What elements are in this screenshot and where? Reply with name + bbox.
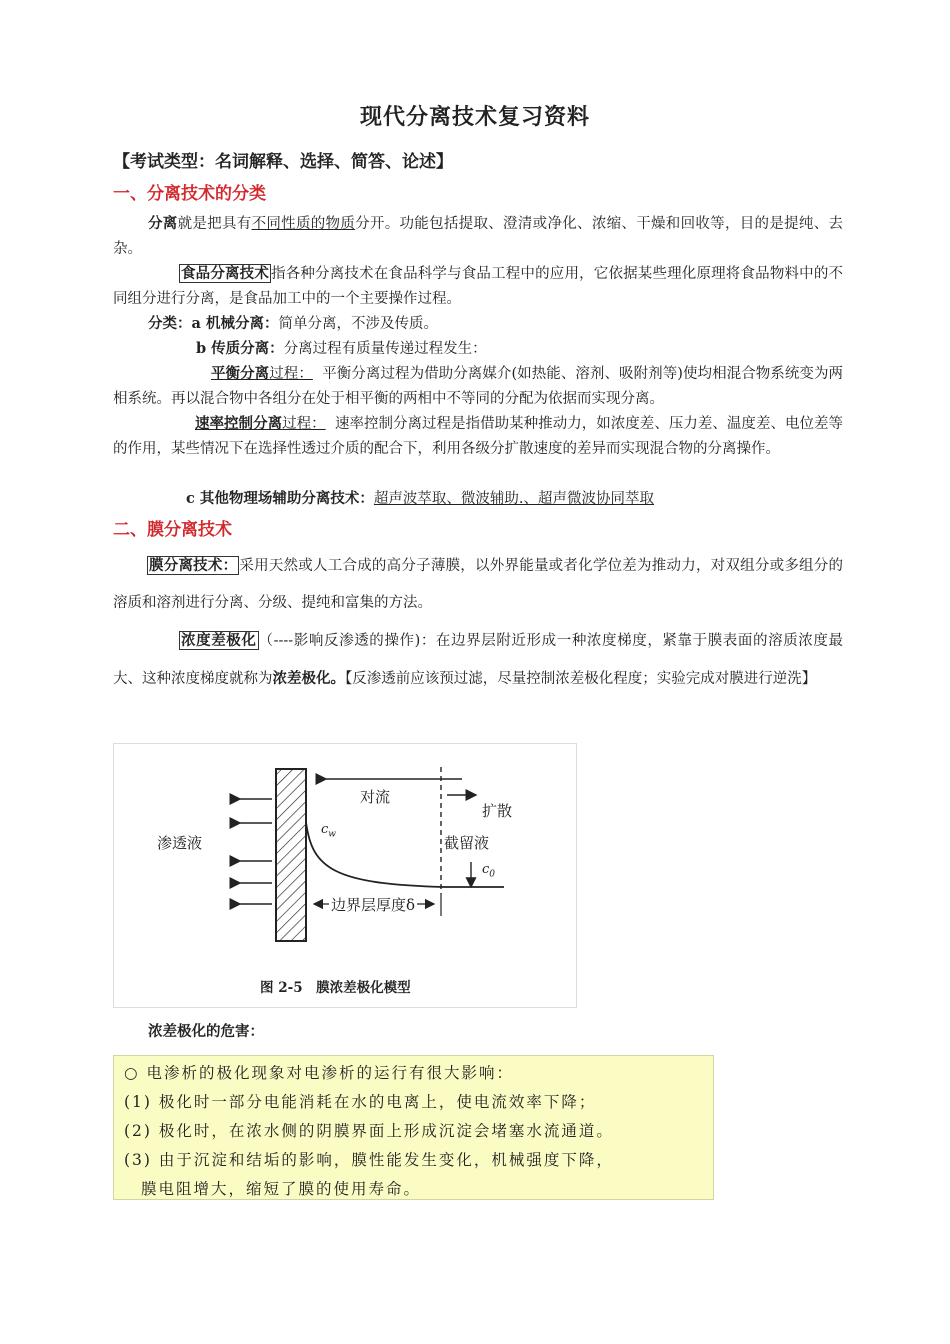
cw-subscript: w [328, 829, 336, 840]
section-heading-1: 一、分离技术的分类 [113, 184, 266, 204]
classification-label: 分类： [148, 315, 192, 332]
term-suffix: 过程： [282, 416, 326, 432]
hazard-line-3: (3) 由于沉淀和结垢的影响，膜性能发生变化，机械强度下降， [124, 1151, 614, 1169]
membrane [276, 769, 306, 941]
c0-label [482, 862, 495, 880]
text: 采用天然或人工合成的高分子薄膜，以外界能量或者化学位差为推动力，对双组分或多组分的溶质和溶剂进行分离、分级、提纯和富集的方法。 [113, 558, 844, 611]
c0-text: c [482, 862, 490, 877]
polarization-diagram [114, 744, 578, 1009]
paragraph-concentration-polarization [113, 622, 843, 698]
hazard-line-4: 膜电阻增大，缩短了膜的使用寿命。 [141, 1180, 422, 1198]
paragraph-equilibrium [113, 361, 843, 412]
paragraph-separation-definition [113, 211, 843, 262]
other-field-label: c 其他物理场辅助分离技术： [186, 490, 374, 507]
mechanical-label: a 机械分离： [191, 315, 279, 332]
term-food-separation: 食品分离技术 [181, 265, 270, 282]
polarization-model-figure [113, 743, 577, 1008]
hazard-intro-text: 电渗析的极化现象对电渗析的运行有很大影响： [146, 1064, 514, 1082]
text: 分离过程有质量传递过程发生： [283, 341, 487, 357]
text: 分开。功能包括提取、澄清或净化、浓缩、干燥和回收等，目的是提纯、去杂。 [113, 216, 844, 257]
text: （----影响反渗透的操作)：在边界层附近形成一种浓度梯度，紧靠于膜表面的溶质浓度最大、这种浓度梯度就称为 [113, 633, 843, 687]
exam-type: 【考试类型：名词解释、选择、简答、论述】 [113, 152, 453, 172]
text: 平衡分离过程为借助分离媒介(如热能、溶剂、吸附剂等)使均相混合物系统变为两相系统。再以混合物中各组分在处于相平衡的两相中不等同的分配为依据而实现分离。 [113, 366, 844, 407]
c0-subscript: 0 [489, 869, 496, 880]
text: 简单分离，不涉及传质。 [278, 316, 438, 332]
page-title: 现代分离技术复习资料 [359, 104, 590, 130]
section-heading-2: 二、膜分离技术 [113, 520, 232, 540]
term-concentration-polarization: 浓度差极化 [181, 632, 257, 649]
retentate-label: 截留液 [444, 834, 490, 852]
hazard-line-intro [124, 1059, 703, 1088]
term-separation: 分离 [148, 215, 178, 232]
permeate-label: 渗透液 [157, 834, 203, 852]
hazard-box [113, 1055, 714, 1200]
term-membrane-separation: 膜分离技术： [149, 557, 238, 574]
term-rate-control: 速率控制分离 [195, 415, 283, 432]
term-equilibrium: 平衡分离 [211, 365, 270, 382]
underlined-text: 超声波萃取、微波辅助.、超声微波协同萃取 [373, 491, 654, 507]
boundary-thickness-label: 边界层厚度δ [331, 896, 416, 914]
paragraph-food-separation [113, 261, 843, 312]
text: 就是把具有 [177, 216, 252, 232]
cw-label [321, 822, 336, 840]
permeate-arrows [240, 799, 272, 904]
text: 速率控制分离过程是指借助某种推动力，如浓度差、压力差、温度差、电位差等的作用，某些情况下在选择性透过介质的配合下，利用各级分扩散速度的差异而实现混合物的分离操作。 [113, 416, 844, 457]
convection-label: 对流 [360, 788, 391, 806]
paragraph-classification-b [196, 336, 846, 362]
paragraph-rate-control [113, 411, 843, 462]
text: 指各种分离技术在食品科学与食品工程中的应用，它依据某些理化原理将食品物料中的不同组分进行分离，是食品加工中的一个主要操作过程。 [113, 266, 844, 307]
cw-text: c [321, 822, 329, 837]
text: 【反渗透前应该预过滤，尽量控制浓差极化程度；实验完成对膜进行逆洗】 [345, 671, 817, 687]
figure-caption: 图 2-5 膜浓差极化模型 [260, 980, 411, 996]
mass-transfer-label: b 传质分离： [196, 340, 284, 357]
diffusion-label: 扩散 [482, 802, 513, 820]
hazard-label: 浓差极化的危害： [148, 1023, 264, 1040]
hazard-line-2: (2) 极化时，在浓水侧的阴膜界面上形成沉淀会堵塞水流通道。 [124, 1122, 614, 1140]
bold-term: 浓差极化。 [272, 670, 345, 687]
paragraph-classification-a [148, 311, 848, 337]
hazard-line-1: (1) 极化时一部分电能消耗在水的电离上，使电流效率下降； [124, 1093, 597, 1111]
term-suffix: 过程： [269, 366, 313, 382]
paragraph-classification-c [186, 486, 846, 512]
paragraph-membrane-separation [113, 547, 843, 622]
underlined-text: 不同性质的物质 [251, 216, 356, 232]
bullet-circle-icon: ○ [124, 1064, 147, 1082]
